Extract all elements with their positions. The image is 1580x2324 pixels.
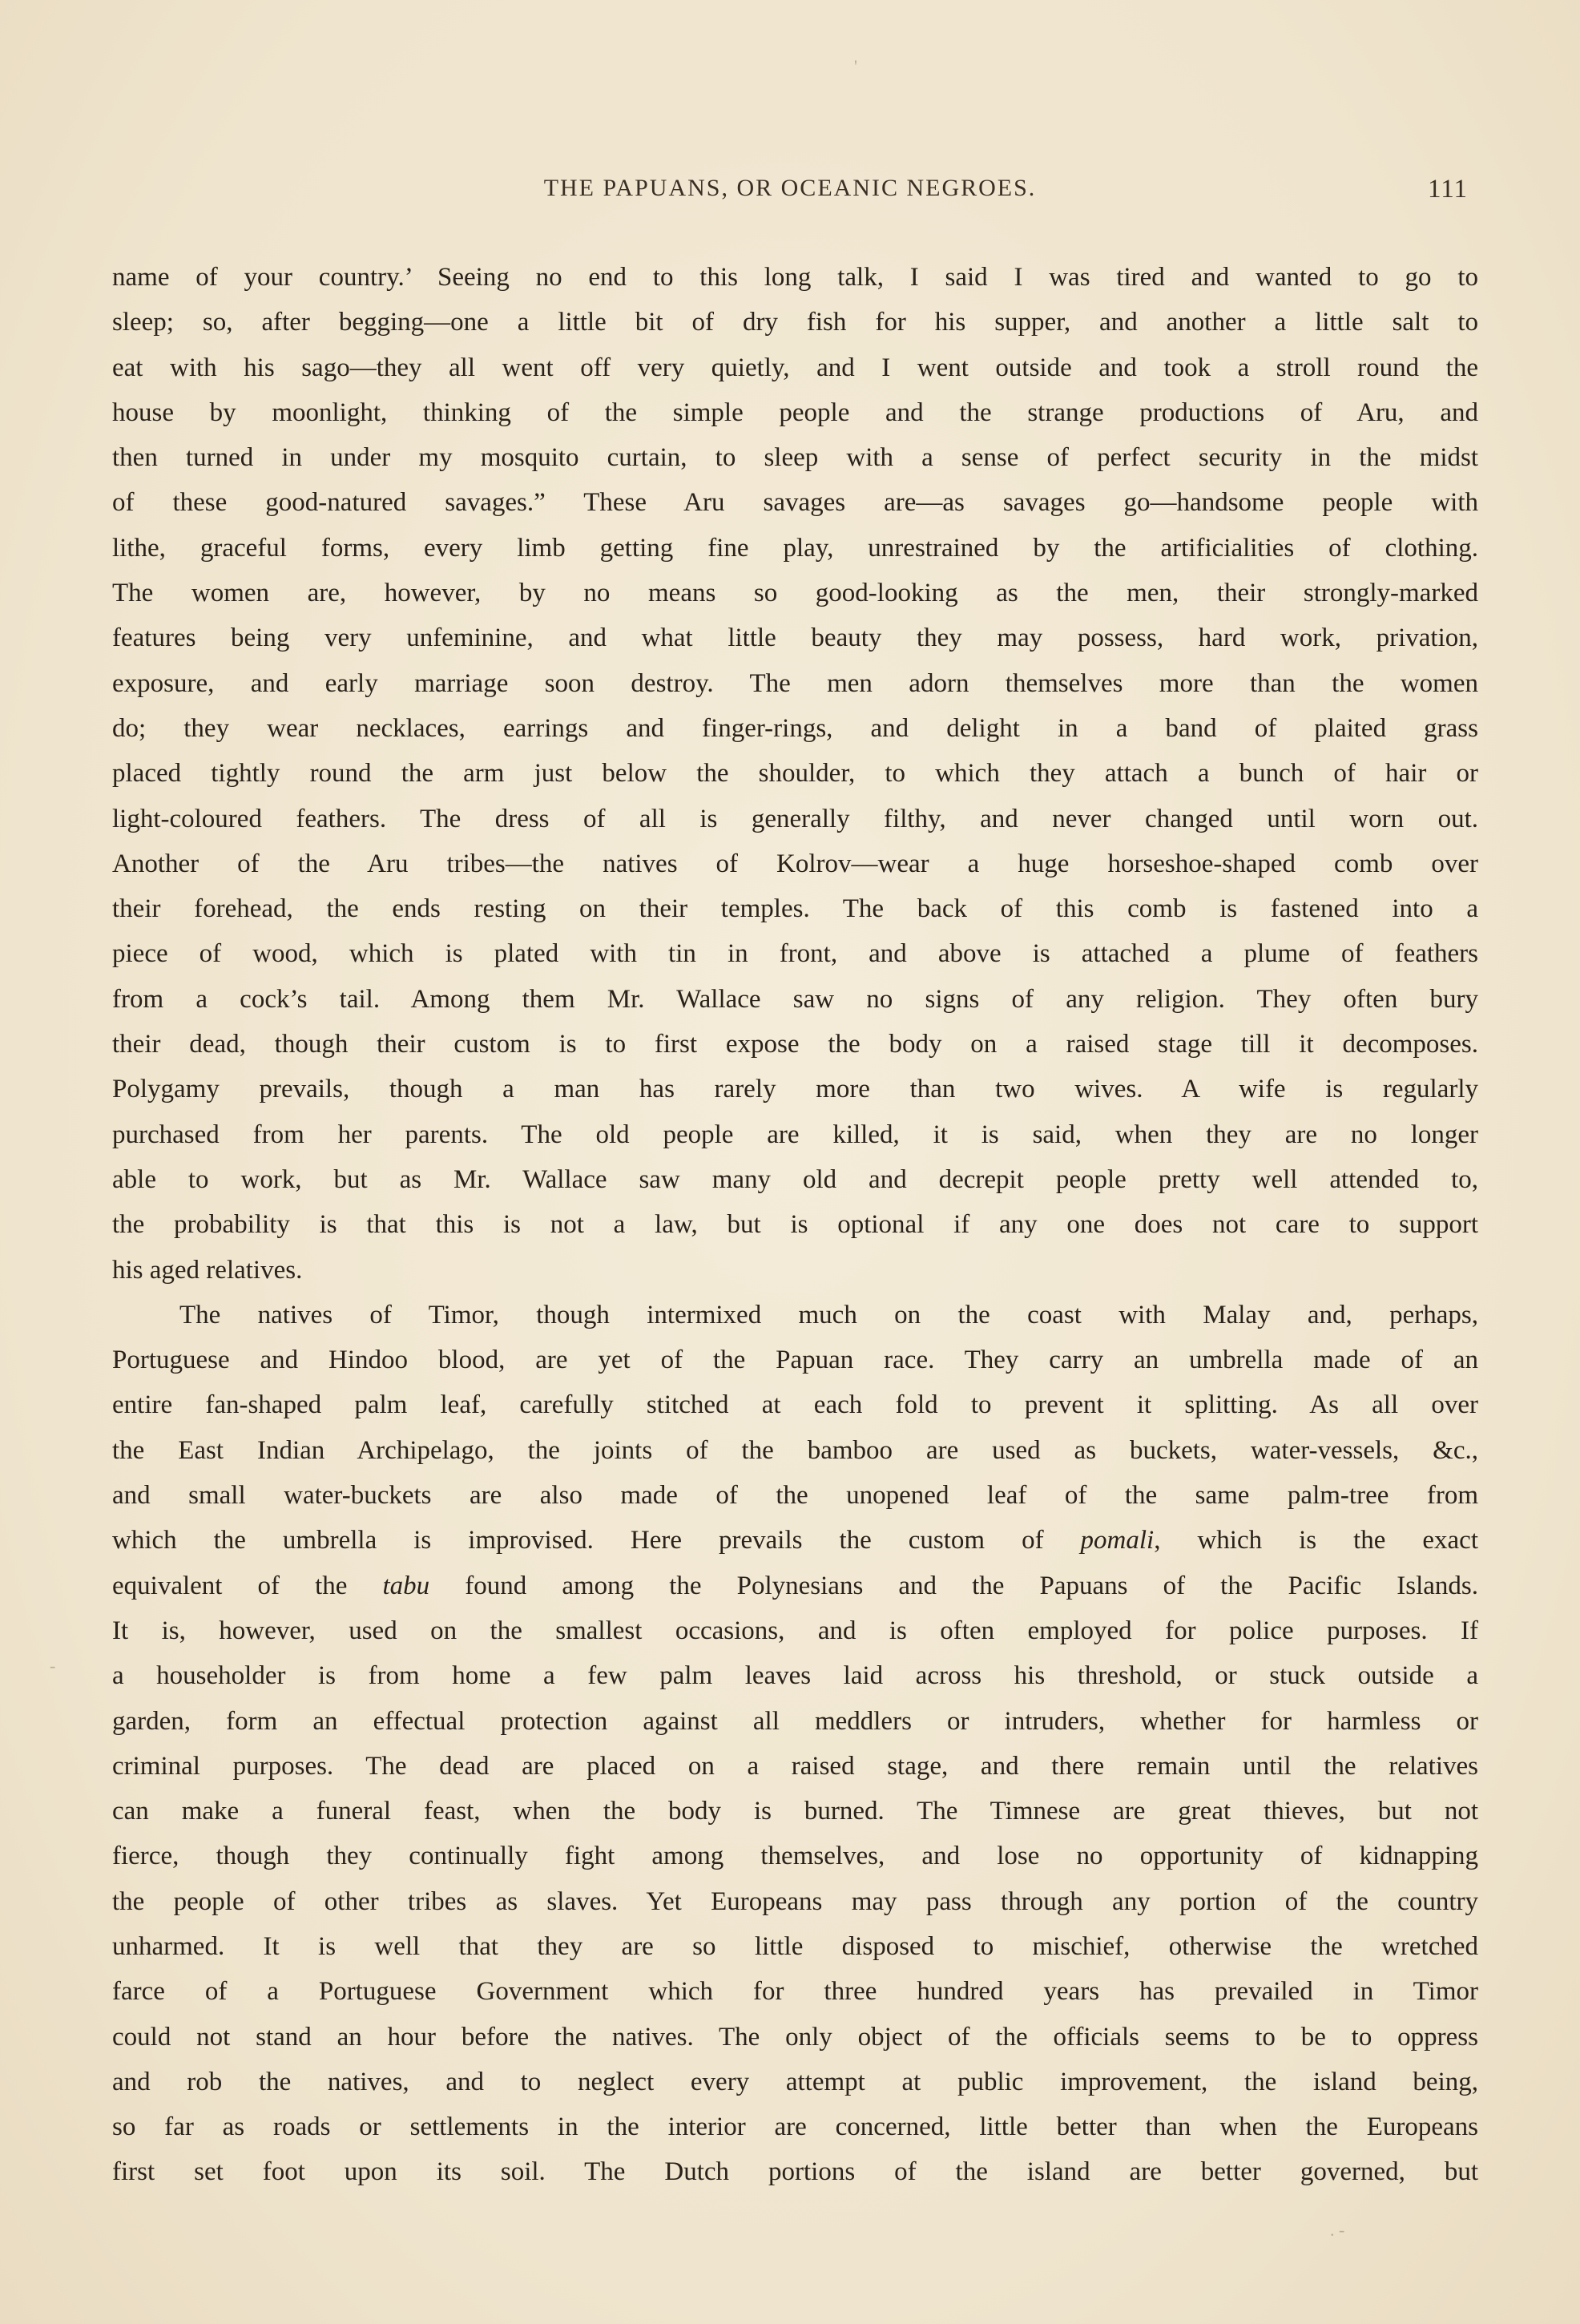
text-line: eat with his sago—they all went off very quietly, and I went outside and took a stroll round the bbox=[112, 353, 1478, 382]
text-line: criminal purposes. The dead are placed on a raised stage, and there remain until the relatives bbox=[112, 1751, 1478, 1781]
text-line: Another of the Aru tribes—the natives of Kolrov—wear a huge horseshoe-shaped comb over bbox=[112, 849, 1478, 878]
text-line: his aged relatives. bbox=[112, 1255, 303, 1285]
specks: . - bbox=[1330, 2220, 1345, 2240]
text-line: could not stand an hour before the natives. The only object of the officials seems to be to oppress bbox=[112, 2022, 1478, 2052]
text-line: lithe, graceful forms, every limb getting fine play, unrestrained by the artificialities of clothing. bbox=[112, 533, 1478, 563]
text-line: their forehead, the ends resting on their temples. The back of this comb is fastened into a bbox=[112, 894, 1478, 924]
running-header bbox=[112, 175, 1468, 210]
text-line: Polygamy prevails, though a man has rarely more than two wives. A wife is regularly bbox=[112, 1075, 1478, 1104]
text-line: farce of a Portuguese Government which for three hundred years has prevailed in Timor bbox=[112, 1977, 1478, 2007]
text-line: unharmed. It is well that they are so little disposed to mischief, otherwise the wretched bbox=[112, 1931, 1478, 1961]
text-line: which the umbrella is improvised. Here prevails the custom of pomali, which is the exact bbox=[112, 1526, 1478, 1555]
text-line: so far as roads or settlements in the interior are concerned, little better than when the Europeans bbox=[112, 2112, 1478, 2142]
text-line: house by moonlight, thinking of the simple people and the strange productions of Aru, and bbox=[112, 397, 1478, 427]
text-line: The women are, however, by no means so good-looking as the men, their strongly-marked bbox=[112, 579, 1478, 608]
text-line: piece of wood, which is plated with tin in front, and above is attached a plume of feathers bbox=[112, 939, 1478, 969]
text-line: The natives of Timor, though intermixed much on the coast with Malay and, perhaps, bbox=[179, 1300, 1478, 1329]
text-line: do; they wear necklaces, earrings and finger-rings, and delight in a band of plaited grass bbox=[112, 713, 1478, 743]
text-line: It is, however, used on the smallest occasions, and is often employed for police purposes. If bbox=[112, 1616, 1478, 1645]
text-line: their dead, though their custom is to first expose the body on a raised stage till it decomposes. bbox=[112, 1030, 1478, 1059]
specks: - bbox=[50, 1656, 56, 1676]
text-line: the people of other tribes as slaves. Yet Europeans may pass through any portion of the country bbox=[112, 1886, 1478, 1916]
running-title: THE PAPUANS, OR OCEANIC NEGROES. bbox=[543, 175, 1037, 201]
text-line: fierce, though they continually fight among themselves, and lose no opportunity of kidnapping bbox=[112, 1842, 1478, 1871]
text-line: and rob the natives, and to neglect every attempt at public improvement, the island being, bbox=[112, 2067, 1478, 2096]
text-line: placed tightly round the arm just below the shoulder, to which they attach a bunch of hair or bbox=[112, 759, 1478, 789]
text-line: light-coloured feathers. The dress of all is generally filthy, and never changed until worn out. bbox=[112, 804, 1478, 833]
text-line: exposure, and early marriage soon destroy. The men adorn themselves more than the women bbox=[112, 668, 1478, 698]
text-line: entire fan-shaped palm leaf, carefully stitched at each fold to prevent it splitting. As all over bbox=[112, 1390, 1478, 1420]
body-text bbox=[112, 255, 1478, 2195]
text-line: of these good-natured savages.” These Aru savages are—as savages go—handsome people with bbox=[112, 488, 1478, 518]
text-line: able to work, but as Mr. Wallace saw many old and decrepit people pretty well attended to, bbox=[112, 1164, 1478, 1194]
text-line: a householder is from home a few palm leaves laid across his threshold, or stuck outside a bbox=[112, 1661, 1478, 1691]
text-line: from a cock’s tail. Among them Mr. Wallace saw no signs of any religion. They often bury bbox=[112, 984, 1478, 1014]
text-line: features being very unfeminine, and what little beauty they may possess, hard work, privation, bbox=[112, 623, 1478, 653]
text-line: the East Indian Archipelago, the joints of the bamboo are used as buckets, water-vessels, &c., bbox=[112, 1435, 1478, 1465]
text-line: Portuguese and Hindoo blood, are yet of the Papuan race. They carry an umbrella made of an bbox=[112, 1346, 1478, 1375]
text-line: the probability is that this is not a law, but is optional if any one does not care to support bbox=[112, 1210, 1478, 1240]
specks: ' bbox=[854, 56, 857, 76]
text-line: can make a funeral feast, when the body is burned. The Timnese are great thieves, but not bbox=[112, 1797, 1478, 1826]
text-line: and small water-buckets are also made of the unopened leaf of the same palm-tree from bbox=[112, 1481, 1478, 1511]
text-line: purchased from her parents. The old people are killed, it is said, when they are no longer bbox=[112, 1120, 1478, 1149]
text-line: equivalent of the tabu found among the Polynesians and the Papuans of the Pacific Islands. bbox=[112, 1571, 1478, 1600]
text-line: sleep; so, after begging—one a little bit of dry fish for his supper, and another a little salt to bbox=[112, 308, 1478, 337]
text-line: then turned in under my mosquito curtain, to sleep with a sense of perfect security in the midst bbox=[112, 443, 1478, 473]
text-line: garden, form an effectual protection against all meddlers or intruders, whether for harmless or bbox=[112, 1706, 1478, 1736]
text-line: first set foot upon its soil. The Dutch portions of the island are better governed, but bbox=[112, 2157, 1478, 2187]
text-line: name of your country.’ Seeing no end to this long talk, I said I was tired and wanted to go to bbox=[112, 263, 1478, 292]
page-number: 111 bbox=[1427, 175, 1468, 204]
